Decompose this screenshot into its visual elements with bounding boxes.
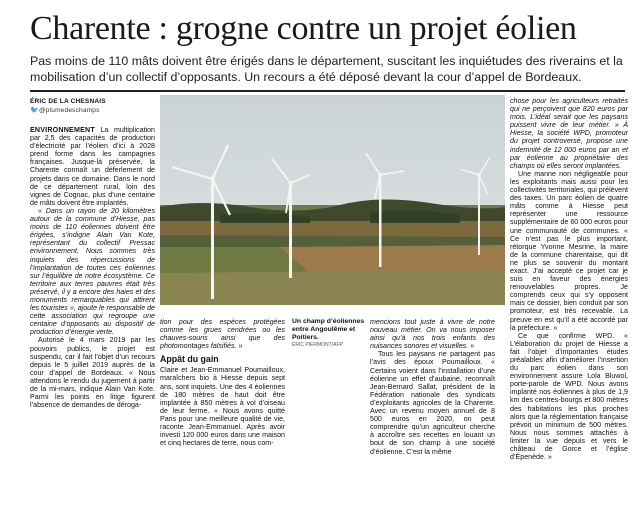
paragraph: chose pour les agriculteurs retraités qui ne perçoivent que 820 euros par mois. L’idéal serait que les paysans puissent vivre de leur métier. » À Hiesse, la société WPD, promoteur du projet controversé, propose une indemnité de 12 000 euros par an et par éolienne au propriétaire des champs où elles seront implantées. (510, 97, 628, 170)
paragraph: ENVIRONNEMENT La multiplication par 2,5 des capacités de production d’électricité par l’éolien d’ici à 2028 prend forme dans les campagnes françaises. Jusque-là préservée, la Charente connaît un déferlement de projets dans ce domaine. Dans le nord de ce département rural, loin des vignes de Cognac, plus d’une centaine de mâts doivent être implantés. (30, 126, 155, 207)
paragraph: Claire et Jean-Emmanuel Poumailloux, maraîchers bio à Hiesse depuis sept ans, sont inquiets. Une des 4 éoliennes de 180 mètres de haut doit être implantée à 850 mètres à vol d’oiseau de leur ferme. « Nous avons quitté Paris pour une meilleure qualité de vie, raconte Jean-Emmanuel. Après avoir investi 120 000 euros dans une maison et cinq hectares de terre, nous com- (160, 366, 285, 448)
wind-farm-photo (160, 95, 505, 305)
standfirst: Pas moins de 110 mâts doivent être érigés dans le département, suscitant les inquiétudes des riverains et la mobilisation d’un collectif d’opposants. Un recours a été déposé devant la cour d’appel de Bordeaux. (30, 54, 623, 84)
article-column-2 (160, 318, 285, 447)
caption-text: Un champ d’éoliennes entre Angoulême et Poitiers. (292, 318, 365, 341)
article-column-1 (30, 126, 155, 409)
paragraph: tion pour des espèces protégées comme les grues cendrées ou les chauves-souris ainsi que des photomontages falsifiés. » (160, 318, 285, 351)
paragraph: Autorisé le 4 mars 2019 par les pouvoirs publics, le projet est suspendu, car il fait l’objet d’un recours depuis le 5 juillet 2019 auprès de la cour d’appel de Bordeaux. « Nous attendons le rendu du jugement à partir de la mi-mars, indique Alain Van Kote. Parmi les points en litige figurent l’absence de demandes de déroga- (30, 336, 155, 410)
paragraph: « Dans un rayon de 20 kilomètres autour de la commune d’Hiesse, pas moins de 110 éoliennes doivent être érigées, s’indigne Alain Van Kote, représentant du collectif Pressac environnement. Nous sommes très inquiets des répercussions de l’implantation de toutes ces éoliennes sur l’équilibre de notre écosystème. Ce territoire aux terres pauvres était très préservé, il y a encore des haies et des monuments remarquables qui attirent les touristes », ajoute le responsable de cette association qui regroupe une centaine d’opposants au dispositif de production d’énergie verte. (30, 206, 156, 337)
paragraph: Ce que confirme WPD. « L’élaboration du projet de Hiesse a fait l’objet d’importantes études préalables afin d’améliorer l’insertion du parc éolien dans son environnement assure Lola Bluwol, porte-parole de WPD. Nous avons implanté nos éoliennes à plus de 1,9 km des centres-bourgs et 800 mètres des habitations les plus proches alors que la réglementation française prévoit un minimum de 500 mètres. Nous nous sommes attachés à limiter la vue depuis et vers le château de Gorce et l’église d’Épenède. » (510, 331, 628, 462)
paragraph: Une manne non négligeable pour les exploitants mais aussi pour les collectivités territoriales, qui prélèvent des taxes. Un parc éolien de quatre mâts comme à Hiesse peut représenter une ressource supplémentaire de 60 000 euros pour une communauté de communes. « Ce n’est pas le plus important, rétorque Yvonne Mesrine, la maire de la commune charentaise, qui dit ne plus se souvenir du montant exact. J’ai accepté ce projet car je suis en faveur des énergies renouvelables propres. Je comprends ceux qui s’y opposent mais ce dossier, bien conduit par son promoteur, est très recevable. La preuve en est qu’il a été accordé par la préfecture. » (510, 169, 628, 332)
paragraph: mencions tout juste à vivre de notre nouveau métier. On va nous imposer ainsi qu’à nos trois enfants des nuisances sonores et visuelles. » (370, 318, 495, 351)
twitter-handle-text: @plumedeschamps (39, 107, 100, 114)
headline: Charente : grogne contre un projet éolien (30, 10, 577, 47)
section-subhead: Appât du gain (160, 354, 219, 365)
byline (30, 97, 106, 115)
twitter-icon: 🐦 (30, 107, 39, 114)
photo-credit: ÉRIC PIERMONT/AFP (292, 342, 343, 349)
twitter-handle (30, 106, 106, 115)
article-column-3 (370, 318, 495, 456)
photo-caption (292, 318, 367, 350)
paragraph: Tous les paysans ne partagent pas l’avis des époux Poumailloux. « Certains voient dans l’installation d’une éolienne un effet d’aubaine, reconnaît Jean-Bernard Sallat, président de la Fédération nationale des syndicats d’exploitants agricoles de la Charente. Avec un revenu moyen annuel de 8 500 euros en 2020, on peut comprendre qu’un agriculteur cherche à accroître ses recettes en louant un bout de son champ à une société d’éolienne. C’est la même (370, 350, 495, 456)
headline-rule (30, 90, 625, 92)
author-name: ÉRIC DE LA CHESNAIS (30, 98, 106, 105)
kicker: ENVIRONNEMENT (30, 126, 95, 134)
article-column-4 (510, 97, 628, 461)
